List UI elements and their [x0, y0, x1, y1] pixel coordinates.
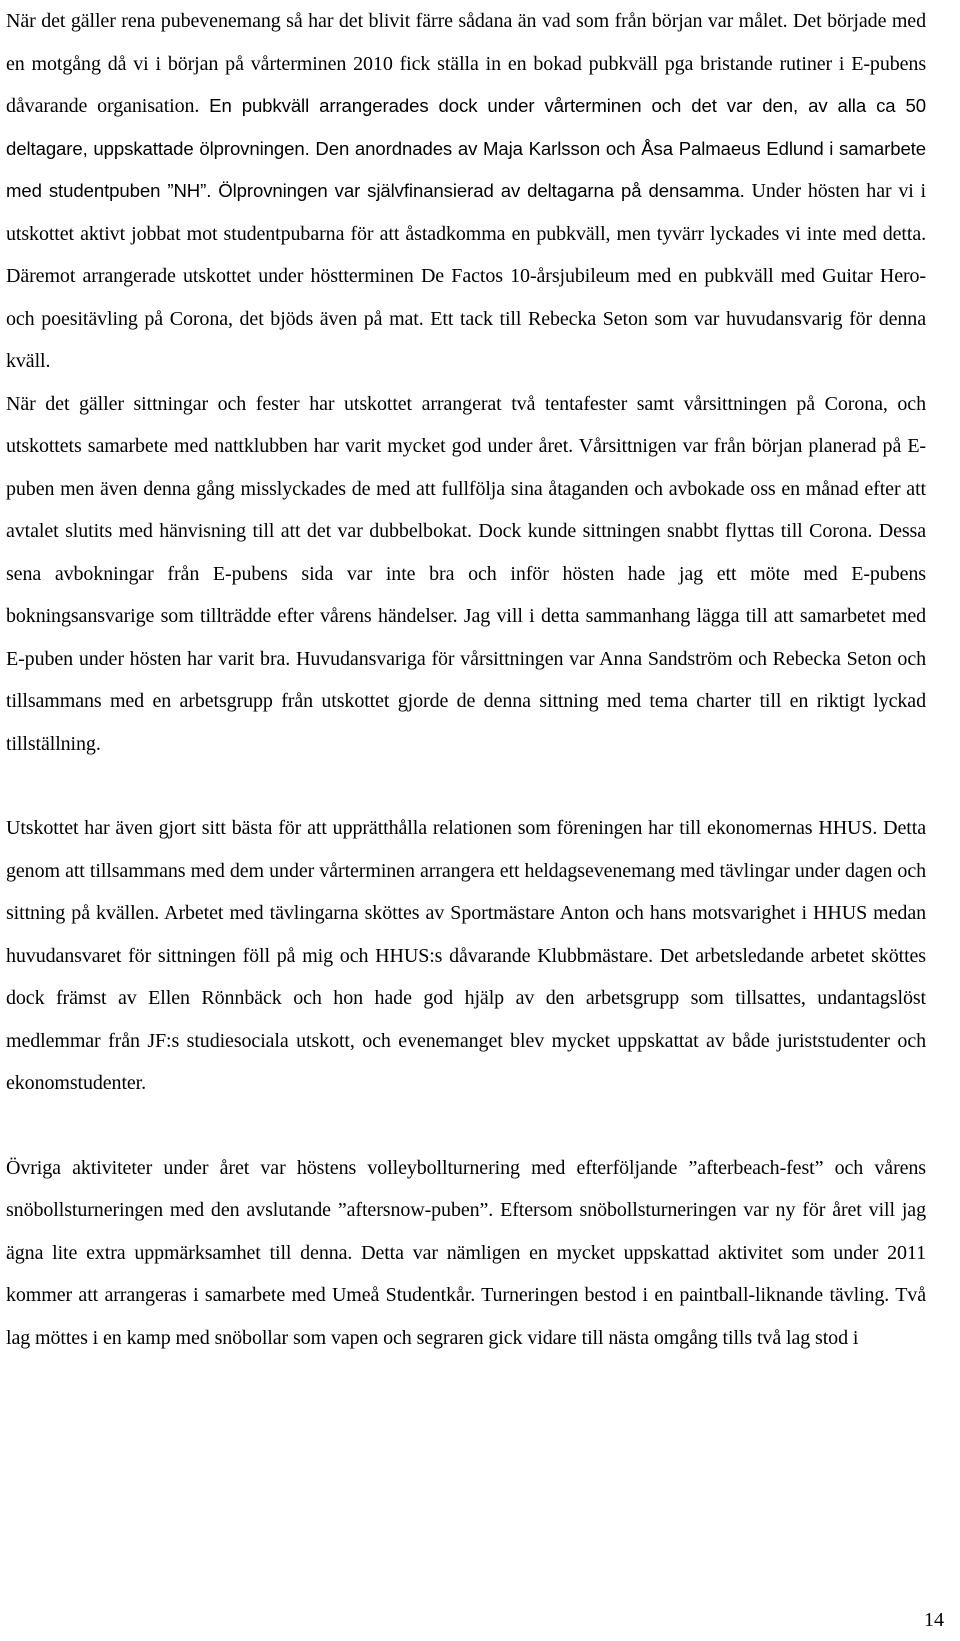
paragraph-sittings: När det gäller sittningar och fester har utskottet arrangerat två tentafester samt vårsittningen på Corona, och utskottets samarbete med nattklubben har varit mycket god under året. Vårsittnigen var från början planerad på E-puben men även denna gång misslyckades de med att fullfölja sina åtaganden och avbokade oss en månad efter att avtalet slutits med hänvisning till att det var dubbelbokat. Dock kunde sittningen snabbt flyttas till Corona. Dessa sena avbokningar från E-pubens sida var inte bra och inför hösten hade jag ett möte med E-pubens bokningsansvarige som tillträdde efter vårens händelser. Jag vill i detta sammanhang lägga till att samarbetet med E-puben under hösten har varit bra. Huvudansvariga för vårsittningen var Anna Sandström och Rebecka Seton och tillsammans med en arbetsgrupp från utskottet gjorde de denna sittning med tema charter till en riktigt lyckad tillställning. — [6, 392, 926, 755]
paragraph-pub-events-intro: När det gäller rena pubevenemang så har det blivit färre sådana än vad som från början var målet. Det började med en motgång då vi i början på vårterminen 2010 fick ställa in en bokad pubkväll pga bristande rutiner i E-pubens dåvarande organisation. — [6, 10, 926, 117]
paragraph-hhus: Utskottet har även gjort sitt bästa för att upprätthålla relationen som föreningen har till ekonomernas HHUS. Detta genom att tillsammans med dem under vårterminen arrangera ett heldagsevenemang med tävlingar under dagen och sittning på kvällen. Arbetet med tävlingarna sköttes av Sportmästare Anton och hans motsvarighet i HHUS medan huvudansvaret för sittningen föll på mig och HHUS:s dåvarande Klubbmästare. Det arbetsledande arbetet sköttes dock främst av Ellen Rönnbäck och hon hade god hjälp av den arbetsgrupp som tillsattes, undantagslöst medlemmar från JF:s studiesociala utskott, och evenemanget blev mycket uppskattat av både juriststudenter och ekonomstudenter. — [6, 817, 926, 1094]
document-body — [6, 0, 926, 1359]
page-number: 14 — [924, 1609, 944, 1631]
paragraph-other-activities: Övriga aktiviteter under året var höstens volleybollturnering med efterföljande ”afterbeach-fest” och vårens snöbollsturneringen med den avslutande ”aftersnow-puben”. Eftersom snöbollsturneringen var ny för året vill jag ägna lite extra uppmärksamhet till denna. Detta var nämligen en mycket uppskattad aktivitet som under 2011 kommer att arrangeras i samarbete med Umeå Studentkår. Turneringen bestod i en paintball-liknande tävling. Två lag möttes i en kamp med snöbollar som vapen och segraren gick vidare till nästa omgång tills två lag stod i — [6, 1156, 926, 1349]
paragraph-pub-events-beer-tasting: En pubkväll arrangerades dock under vårterminen och det var den, av alla ca 50 deltagare, uppskattade ölprovningen. Den anordnades av Maja Karlsson och Åsa Palmaeus Edlund i samarbete med studentpuben ”NH”. Ölprovningen var självfinansierad av deltagarna på densamma. — [6, 95, 926, 201]
paragraph-pub-events — [6, 0, 926, 383]
paragraph-pub-events-autumn: Under hösten har vi i utskottet aktivt jobbat mot studentpubarna för att åstadkomma en pubkväll, men tyvärr lyckades vi inte med detta. Däremot arrangerade utskottet under höstterminen De Factos 10-årsjubileum med en pubkväll med Guitar Hero- och poesitävling på Corona, det bjöds även på mat. Ett tack till Rebecka Seton som var huvudansvarig för denna kväll. — [6, 180, 926, 372]
